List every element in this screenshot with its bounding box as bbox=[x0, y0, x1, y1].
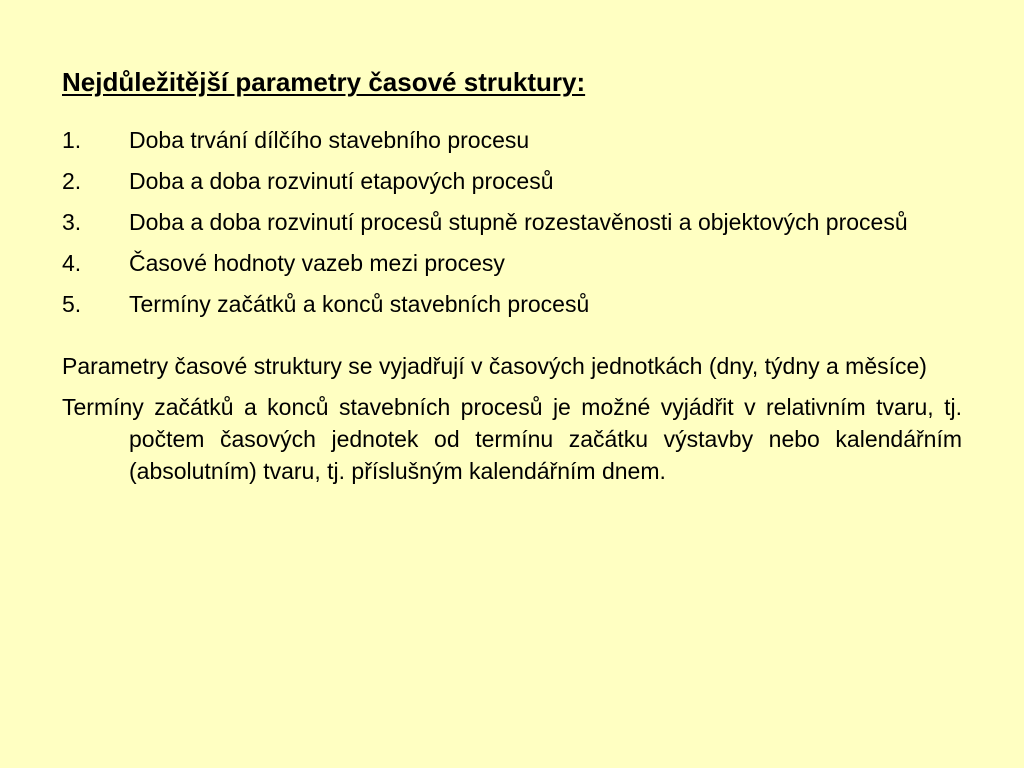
parameter-list bbox=[62, 124, 962, 320]
slide-content bbox=[62, 60, 962, 496]
paragraph-time-units: Parametry časové struktury se vyjadřují v časových jednotkách (dny, týdny a měsíce) bbox=[62, 353, 927, 379]
list-item-number: 5. bbox=[62, 291, 82, 317]
list-item-text: Doba a doba rozvinutí procesů stupně rozestavěnosti a objektových procesů bbox=[129, 209, 908, 235]
list-item bbox=[62, 247, 962, 279]
list-item-text: Termíny začátků a konců stavebních procesů bbox=[129, 291, 590, 317]
list-item-text: Doba trvání dílčího stavebního procesu bbox=[129, 127, 530, 153]
paragraph-process-dates: Termíny začátků a konců stavebních procesů je možné vyjádřit v relativním tvaru, tj. počtem časových jednotek od termínu začátku výstavby nebo kalendářním (absolutním) tvaru, tj. příslušným kalendářním dnem. bbox=[62, 394, 962, 484]
slide-title: Nejdůležitější parametry časové struktury: bbox=[62, 67, 586, 97]
list-item-number: 1. bbox=[62, 127, 82, 153]
list-item-number: 4. bbox=[62, 250, 82, 276]
list-item-number: 2. bbox=[62, 168, 82, 194]
list-item bbox=[62, 206, 962, 238]
list-item-text: Doba a doba rozvinutí etapových procesů bbox=[129, 168, 554, 194]
list-item-number: 3. bbox=[62, 209, 82, 235]
list-item bbox=[62, 124, 962, 156]
list-item bbox=[62, 288, 962, 320]
list-item-text: Časové hodnoty vazeb mezi procesy bbox=[129, 250, 505, 276]
list-item bbox=[62, 165, 962, 197]
